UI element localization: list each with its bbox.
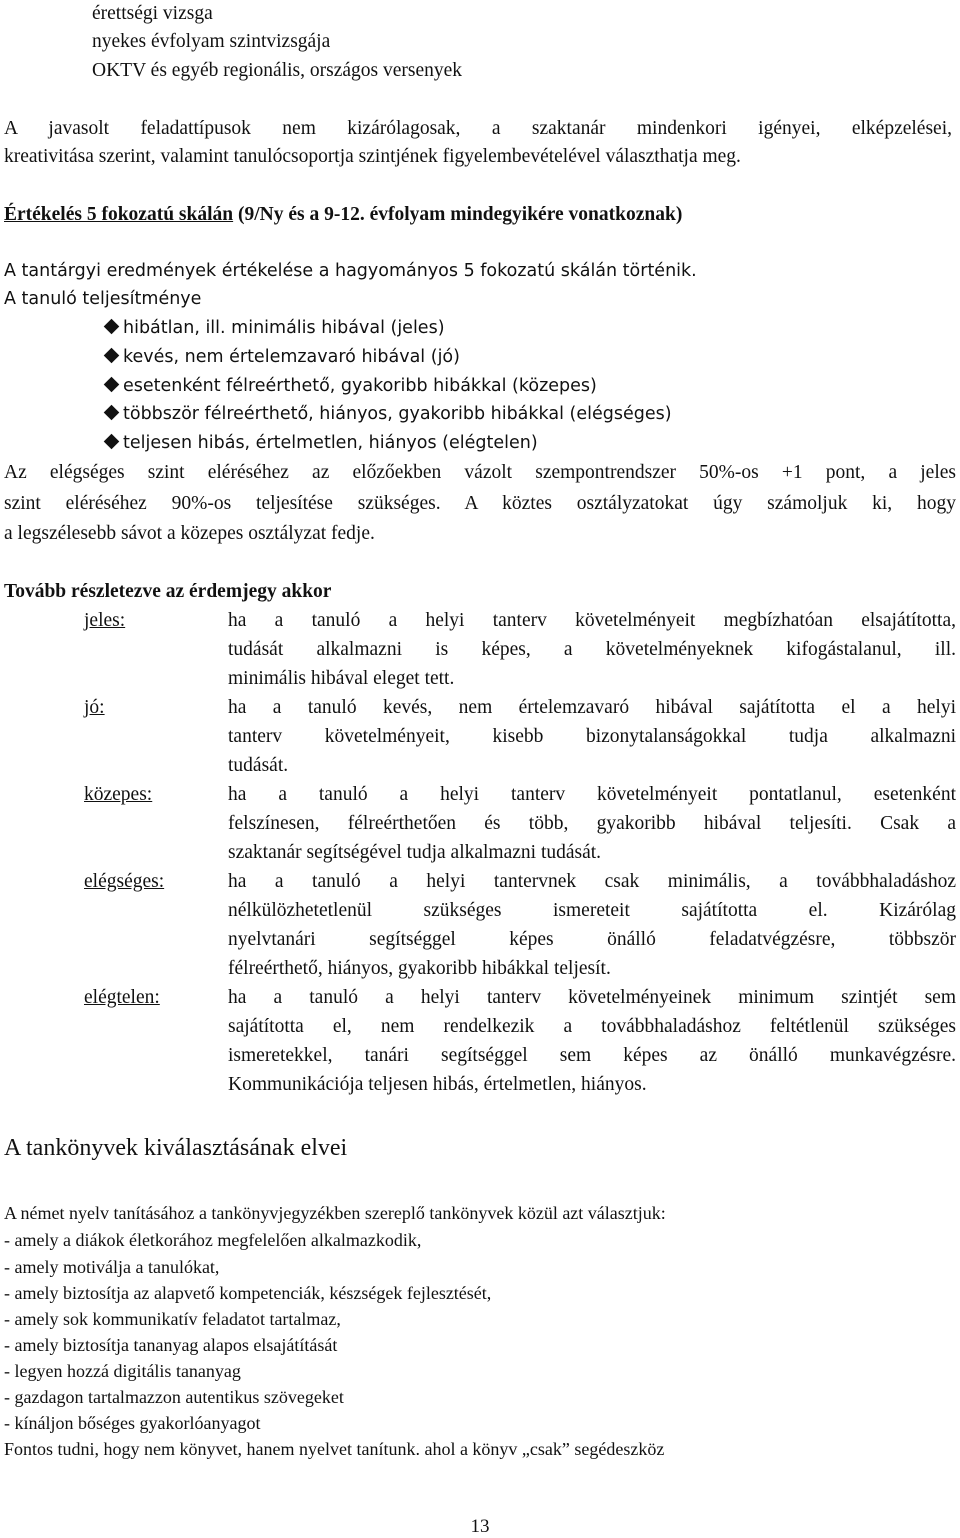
grade-label-elegtelen: elégtelen: bbox=[84, 987, 160, 1008]
bullet-text: esetenként félreérthető, gyakoribb hibákkal (közepes) bbox=[123, 376, 597, 396]
grade-description-line: ha a tanuló a helyi tanterv követelményeinek minimum szintjét sem bbox=[228, 987, 956, 1008]
intro-line: nyekes évfolyam szintvizsgája bbox=[92, 31, 331, 52]
paragraph-line: kreativitása szerint, valamint tanulócsoportja szintjének figyelembevételével választhatja meg. bbox=[4, 146, 741, 167]
diamond-bullet-icon bbox=[104, 405, 120, 421]
section-title: A tankönyvek kiválasztásának elvei bbox=[4, 1135, 348, 1161]
grade-label-jo: jó: bbox=[84, 697, 105, 718]
bullet-item bbox=[104, 349, 460, 367]
bullet-text: teljesen hibás, értelmetlen, hiányos (elégtelen) bbox=[123, 433, 538, 453]
grade-description-line: minimális hibával eleget tett. bbox=[228, 668, 455, 689]
bullet-item bbox=[104, 435, 538, 453]
bullet-item bbox=[104, 378, 597, 396]
bullet-text: kevés, nem értelemzavaró hibával (jó) bbox=[123, 347, 460, 367]
diamond-bullet-icon bbox=[104, 348, 120, 364]
evaluation-heading bbox=[4, 205, 682, 225]
list-item: - amely sok kommunikatív feladatot tartalmaz, bbox=[4, 1309, 341, 1329]
list-item: - gazdagon tartalmazzon autentikus szövegeket bbox=[4, 1387, 344, 1407]
grade-description-line: nyelvtanári segítséggel képes önálló feladatvégzésre, többször bbox=[228, 929, 956, 950]
list-item: - amely biztosítja tananyag alapos elsajátítását bbox=[4, 1335, 338, 1355]
diamond-bullet-icon bbox=[104, 377, 120, 393]
intro-line: OKTV és egyéb regionális, országos versenyek bbox=[92, 60, 463, 81]
list-item: - amely a diákok életkorához megfelelően alkalmazkodik, bbox=[4, 1230, 422, 1250]
bullet-item bbox=[104, 320, 445, 338]
list-item: - amely motiválja a tanulókat, bbox=[4, 1257, 220, 1277]
book-intro: A német nyelv tanításához a tankönyvjegyzékben szereplő tankönyvek közül azt választjuk: bbox=[4, 1203, 666, 1223]
grade-description-line: ha a tanuló a helyi tantervnek csak minimális, a továbbhaladáshoz bbox=[228, 871, 956, 892]
grade-description-line: tudását alkalmazni is képes, a követelményeknek kifogástalanul, ill. bbox=[228, 639, 956, 660]
list-item: - legyen hozzá digitális tananyag bbox=[4, 1361, 241, 1381]
grade-description-line: ha a tanuló kevés, nem értelemzavaró hibával sajátította el a helyi bbox=[228, 697, 956, 718]
diamond-bullet-icon bbox=[104, 434, 120, 450]
bullet-text: többször félreérthető, hiányos, gyakoribb hibákkal (elégséges) bbox=[123, 404, 672, 424]
grade-description-line: tudását. bbox=[228, 755, 289, 776]
evaluation-heading-rest: (9/Ny és a 9-12. évfolyam mindegyikére vonatkoznak) bbox=[233, 204, 683, 225]
paragraph-line: Az elégséges szint eléréséhez az előzőekben vázolt szempontrendszer 50%-os +1 pont, a jeles bbox=[4, 462, 956, 483]
list-item: - amely biztosítja az alapvető kompetenciák, készségek fejlesztését, bbox=[4, 1283, 492, 1303]
grade-description-line: szaktanár segítségével tudja alkalmazni tudását. bbox=[228, 842, 602, 863]
grade-description-line: ha a tanuló a helyi tanterv követelményeit pontatlanul, esetenként bbox=[228, 784, 956, 805]
details-heading: Tovább részletezve az érdemjegy akkor bbox=[4, 581, 332, 602]
grade-description-line: Kommunikációja teljesen hibás, értelmetlen, hiányos. bbox=[228, 1074, 647, 1095]
grade-label-elegseges: elégséges: bbox=[84, 871, 165, 892]
bullet-text: hibátlan, ill. minimális hibával (jeles) bbox=[123, 318, 445, 338]
grade-description-line: felszínesen, félreérthetően és több, gyakoribb hibával teljesíti. Csak a bbox=[228, 813, 956, 834]
closing-text: Fontos tudni, hogy nem könyvet, hanem nyelvet tanítunk. ahol a könyv „csak” segédeszköz bbox=[4, 1439, 665, 1459]
evaluation-intro-line: A tanuló teljesítménye bbox=[4, 289, 202, 309]
bullet-item bbox=[104, 406, 672, 424]
grade-description-line: ismeretekkel, tanári segítséggel sem képes az önálló munkavégzésre. bbox=[228, 1045, 956, 1066]
paragraph-line: a legszélesebb sávot a közepes osztályzat fedje. bbox=[4, 523, 375, 544]
intro-line: érettségi vizsga bbox=[92, 3, 213, 24]
grade-description-line: félreérthető, hiányos, gyakoribb hibákkal teljesít. bbox=[228, 958, 611, 979]
paragraph-line: A javasolt feladattípusok nem kizárólagosak, a szaktanár mindenkori igényei, elképzelései, bbox=[4, 118, 952, 139]
grade-description-line: sajátította el, nem rendelkezik a továbbhaladáshoz feltétlenül szükséges bbox=[228, 1016, 956, 1037]
page-number: 13 bbox=[470, 1516, 490, 1537]
grade-description-line: tanterv követelményeit, kisebb bizonytalanságokkal tudja alkalmazni bbox=[228, 726, 956, 747]
grade-label-jeles: jeles: bbox=[84, 610, 126, 631]
list-item: - kínáljon bőséges gyakorlóanyagot bbox=[4, 1413, 261, 1433]
grade-description-line: ha a tanuló a helyi tanterv követelményeit megbízhatóan elsajátította, bbox=[228, 610, 956, 631]
paragraph-line: szint eléréséhez 90%-os teljesítése szükséges. A köztes osztályzatokat úgy számoljuk ki, hogy bbox=[4, 493, 956, 514]
diamond-bullet-icon bbox=[104, 319, 120, 335]
grade-description-line: nélkülözhetetlenül szükséges ismereteit sajátította el. Kizárólag bbox=[228, 900, 956, 921]
evaluation-heading-underlined: Értékelés 5 fokozatú skálán bbox=[4, 204, 234, 225]
evaluation-intro-line: A tantárgyi eredmények értékelése a hagyományos 5 fokozatú skálán történik. bbox=[4, 261, 697, 281]
grade-label-kozepes: közepes: bbox=[84, 784, 153, 805]
